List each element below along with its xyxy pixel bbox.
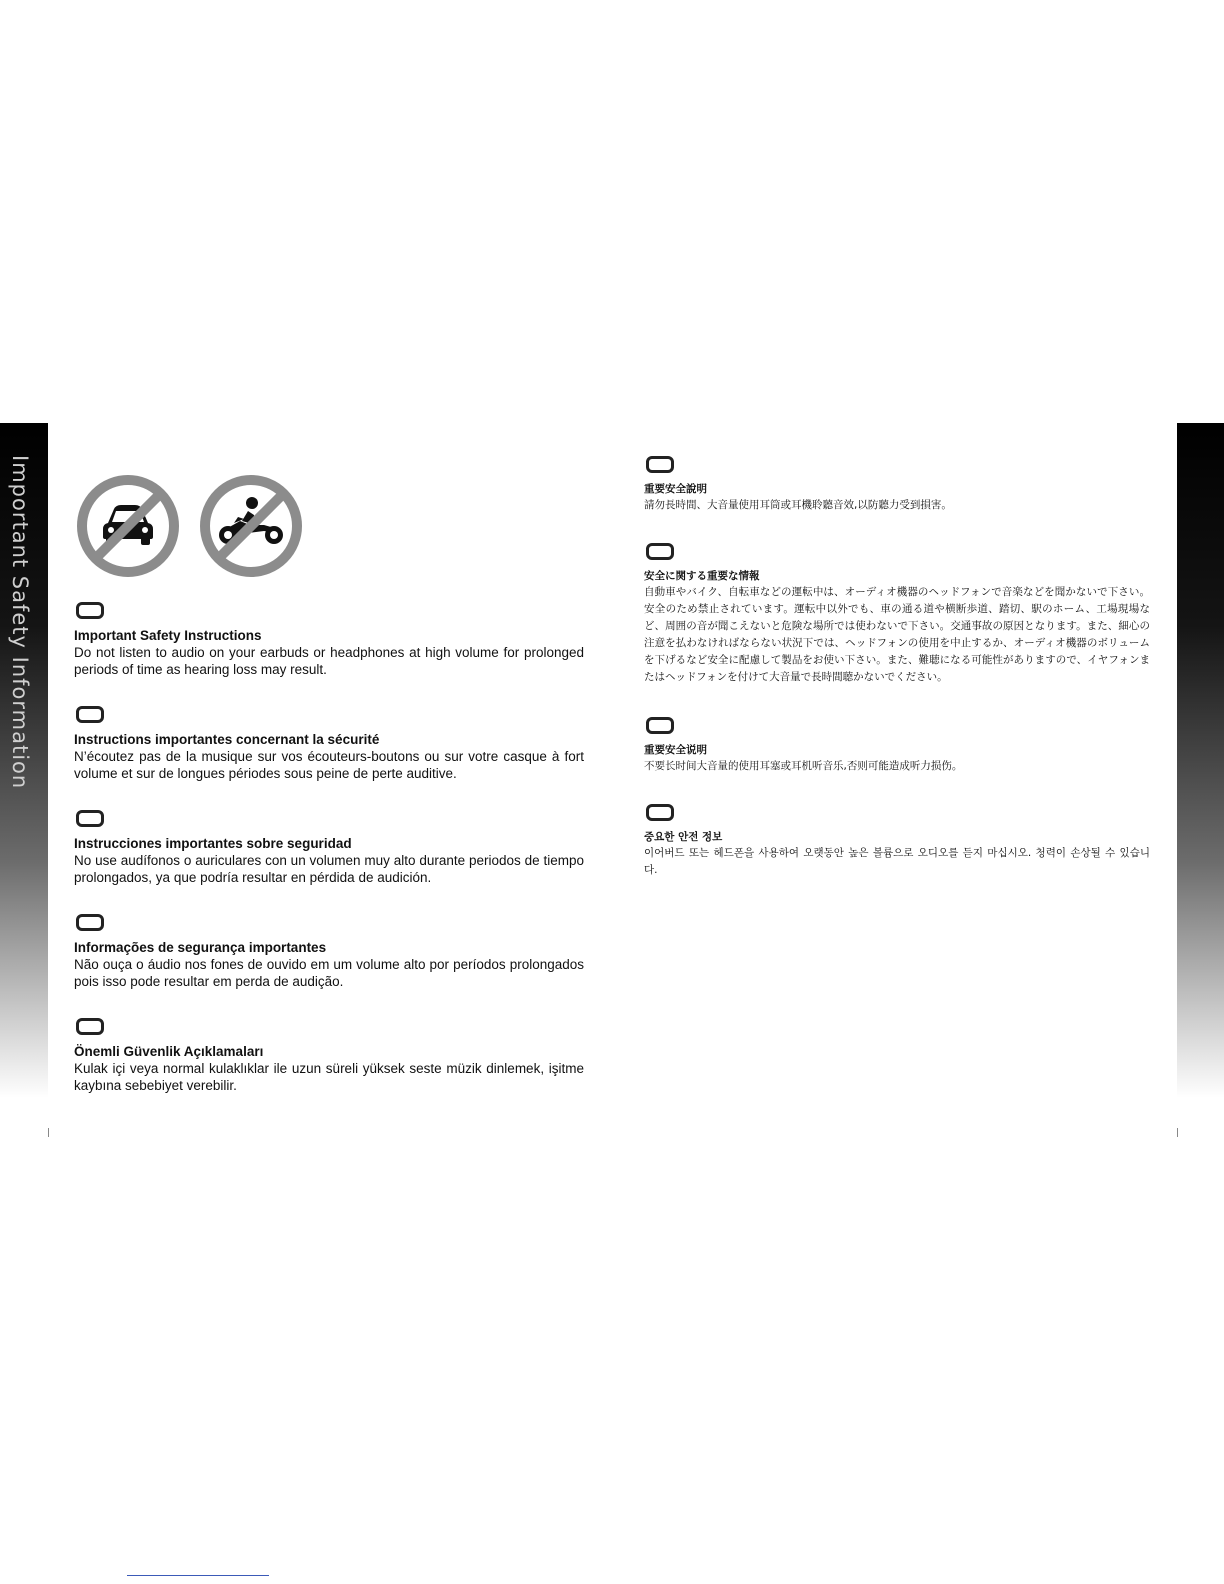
right-sidebar-band xyxy=(1177,423,1224,1098)
warning-icons xyxy=(75,473,304,579)
section-heading: Informações de segurança importantes xyxy=(74,940,327,955)
section-body: 自動車やバイク、自転車などの運転中は、オーディオ機器のヘッドフォンで音楽などを聞かないで下さい。安全のため禁止されています。運転中以外でも、車の通る道や横断歩道、踏切、駅のホーム、工場現場など、周囲の音が聞こえないと危険な場所では使わないで下さい。交通事故の原因となります。また、細心の注意を払わなければならない状況下では、ヘッドフォンの使用を中止するか、オーディオ機器のボリュームを下げるなど安全に配慮して製品をお使い下さい。また、難聴になる可能性がありますので、イヤフォンまたはヘッドフォンを付けて大音量で長時間聴かないでください。 xyxy=(644,586,1150,683)
crop-mark xyxy=(1177,1128,1178,1137)
bottom-rule xyxy=(127,1575,269,1576)
flag-placeholder-icon xyxy=(76,810,104,827)
crop-mark xyxy=(48,1128,49,1137)
section-body: Não ouça o áudio nos fones de ouvido em um volume alto por períodos prolongados pois isso pode resultar em perda de audição. xyxy=(74,957,584,989)
safety-section-turkish xyxy=(74,1018,584,1094)
section-body: 不要长时间大音量的使用耳塞或耳机听音乐,否则可能造成听力损伤。 xyxy=(644,760,963,772)
section-heading: 重要安全說明 xyxy=(644,483,707,495)
section-body: Kulak içi veya normal kulaklıklar ile uzun süreli yüksek seste müzik dinlemek, işitme kaybına sebebiyet verebilir. xyxy=(74,1061,584,1093)
safety-section-japanese xyxy=(644,543,1150,686)
safety-section-english xyxy=(74,602,584,678)
section-heading: Important Safety Instructions xyxy=(74,628,262,643)
sidebar-title: Important Safety Information xyxy=(8,455,32,790)
section-body: 이어버드 또는 헤드폰을 사용하여 오랫동안 높은 볼륨으로 오디오를 듣지 마십시오. 청력이 손상될 수 있습니다. xyxy=(644,847,1150,876)
section-heading: Instructions importantes concernant la sécurité xyxy=(74,732,380,747)
section-heading: Önemli Güvenlik Açıklamaları xyxy=(74,1044,264,1059)
flag-placeholder-icon xyxy=(646,717,674,734)
flag-placeholder-icon xyxy=(76,602,104,619)
safety-section-french xyxy=(74,706,584,782)
no-motorbike-icon xyxy=(198,473,304,579)
section-body: N’écoutez pas de la musique sur vos écouteurs-boutons ou sur votre casque à fort volume et sur de longues périodes sous peine de perte auditive. xyxy=(74,749,584,781)
section-body: No use audífonos o auriculares con un volumen muy alto durante periodos de tiempo prolongados, ya que podría resultar en pérdida de audición. xyxy=(74,853,584,885)
safety-section-spanish xyxy=(74,810,584,886)
flag-placeholder-icon xyxy=(76,706,104,723)
flag-placeholder-icon xyxy=(76,914,104,931)
safety-section-traditional-chinese xyxy=(644,456,1150,514)
section-heading: 중요한 안전 정보 xyxy=(644,831,723,843)
safety-section-simplified-chinese xyxy=(644,717,1150,775)
section-body: 請勿長時間、大音量使用耳筒或耳機聆聽音效,以防聽力受到損害。 xyxy=(644,499,952,511)
flag-placeholder-icon xyxy=(76,1018,104,1035)
section-heading: Instrucciones importantes sobre seguridad xyxy=(74,836,352,851)
section-heading: 重要安全说明 xyxy=(644,744,707,756)
section-body: Do not listen to audio on your earbuds or headphones at high volume for prolonged periods of time as hearing loss may result. xyxy=(74,645,584,677)
flag-placeholder-icon xyxy=(646,804,674,821)
flag-placeholder-icon xyxy=(646,456,674,473)
section-heading: 安全に関する重要な情報 xyxy=(644,570,760,582)
safety-section-portuguese xyxy=(74,914,584,990)
no-driving-icon xyxy=(75,473,181,579)
flag-placeholder-icon xyxy=(646,543,674,560)
safety-section-korean xyxy=(644,804,1150,879)
